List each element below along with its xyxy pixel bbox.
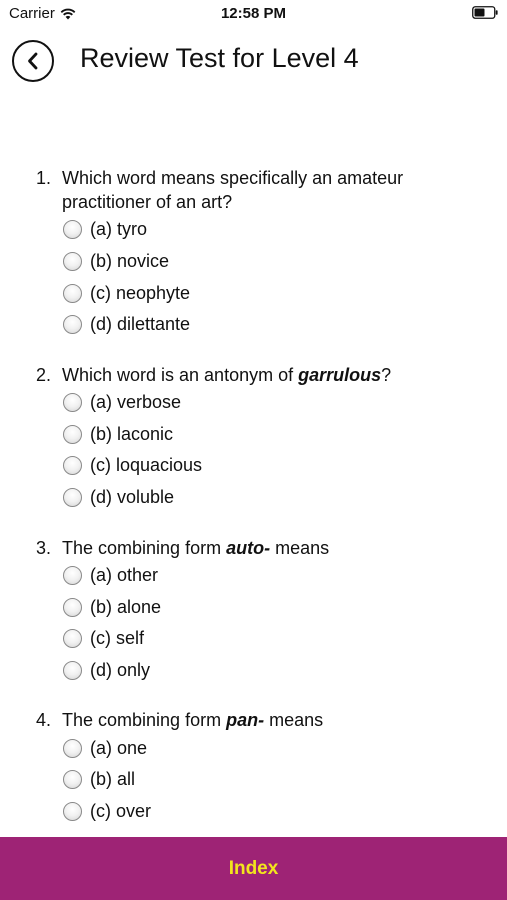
- answer-option[interactable]: [0, 482, 507, 514]
- question-prompt: Which word is an antonym of: [62, 364, 299, 385]
- radio-button-icon[interactable]: [63, 315, 82, 334]
- question-text: [0, 708, 507, 732]
- question-emphasis: garrulous: [298, 364, 382, 385]
- question-4: [0, 708, 507, 827]
- answer-option[interactable]: [0, 387, 507, 419]
- answer-option-label: (d) dilettante: [90, 314, 191, 335]
- answer-option[interactable]: [0, 796, 507, 828]
- radio-button-icon[interactable]: [63, 252, 82, 271]
- answer-option[interactable]: [0, 309, 507, 341]
- question-prompt-end: means: [270, 537, 330, 558]
- radio-button-icon[interactable]: [63, 629, 82, 648]
- question-text: [0, 536, 507, 560]
- question-text: [0, 166, 507, 214]
- radio-button-icon[interactable]: [63, 220, 82, 239]
- answer-option-label: (c) over: [90, 800, 152, 821]
- answer-option-label: (b) alone: [90, 596, 162, 617]
- answer-option-label: (c) neophyte: [90, 282, 191, 303]
- radio-button-icon[interactable]: [63, 456, 82, 475]
- index-label: Index: [228, 857, 279, 879]
- question-text: [0, 363, 507, 387]
- status-bar: [0, 0, 507, 28]
- question-number: 3.: [36, 537, 52, 558]
- battery-icon: [472, 6, 498, 19]
- page-title: Review Test for Level 4: [80, 43, 359, 73]
- question-prompt-end: ?: [381, 364, 392, 385]
- question-emphasis: pan-: [226, 710, 265, 731]
- radio-button-icon[interactable]: [63, 284, 82, 303]
- radio-button-icon[interactable]: [63, 566, 82, 585]
- question-list: [0, 166, 507, 849]
- answer-option[interactable]: [0, 591, 507, 623]
- answer-option[interactable]: [0, 560, 507, 592]
- radio-button-icon[interactable]: [63, 393, 82, 412]
- chevron-left-icon: [26, 52, 40, 70]
- answer-option[interactable]: [0, 450, 507, 482]
- answer-option[interactable]: [0, 732, 507, 764]
- question-emphasis: auto-: [226, 537, 271, 558]
- radio-button-icon[interactable]: [63, 598, 82, 617]
- answer-option[interactable]: [0, 277, 507, 309]
- clock: 12:58 PM: [220, 5, 287, 22]
- radio-button-icon[interactable]: [63, 739, 82, 758]
- answer-option[interactable]: [0, 655, 507, 687]
- question-prompt: Which word means specifically an amateur practitioner of an art?: [62, 168, 404, 212]
- answer-option-label: (a) tyro: [90, 219, 148, 240]
- answer-option-label: (d) voluble: [90, 487, 175, 508]
- radio-button-icon[interactable]: [63, 802, 82, 821]
- question-3: [0, 536, 507, 687]
- answer-option-label: (a) verbose: [90, 392, 182, 413]
- answer-option-label: (a) other: [90, 564, 159, 585]
- answer-option[interactable]: [0, 623, 507, 655]
- question-prompt-end: means: [264, 710, 324, 731]
- radio-button-icon[interactable]: [63, 488, 82, 507]
- answer-option[interactable]: [0, 764, 507, 796]
- question-number: 2.: [36, 364, 52, 385]
- question-1: [0, 166, 507, 341]
- question-prompt: The combining form: [62, 710, 227, 731]
- back-button[interactable]: [12, 40, 54, 82]
- answer-option-label: (b) all: [90, 769, 136, 790]
- answer-option[interactable]: [0, 246, 507, 278]
- answer-option-label: (d) only: [90, 659, 151, 680]
- carrier-label: Carrier: [9, 5, 55, 22]
- index-button[interactable]: [0, 837, 507, 900]
- question-number: 4.: [36, 710, 52, 731]
- radio-button-icon[interactable]: [63, 770, 82, 789]
- question-2: [0, 363, 507, 514]
- answer-option-label: (c) self: [90, 628, 144, 649]
- answer-option-label: (a) one: [90, 737, 148, 758]
- answer-option-label: (c) loquacious: [90, 455, 203, 476]
- answer-option-label: (b) novice: [90, 251, 170, 272]
- answer-option[interactable]: [0, 214, 507, 246]
- radio-button-icon[interactable]: [63, 425, 82, 444]
- navigation-bar: [0, 30, 507, 90]
- radio-button-icon[interactable]: [63, 661, 82, 680]
- question-number: 1.: [36, 168, 52, 188]
- answer-option[interactable]: [0, 418, 507, 450]
- answer-option-label: (b) laconic: [90, 423, 174, 444]
- question-prompt: The combining form: [62, 537, 227, 558]
